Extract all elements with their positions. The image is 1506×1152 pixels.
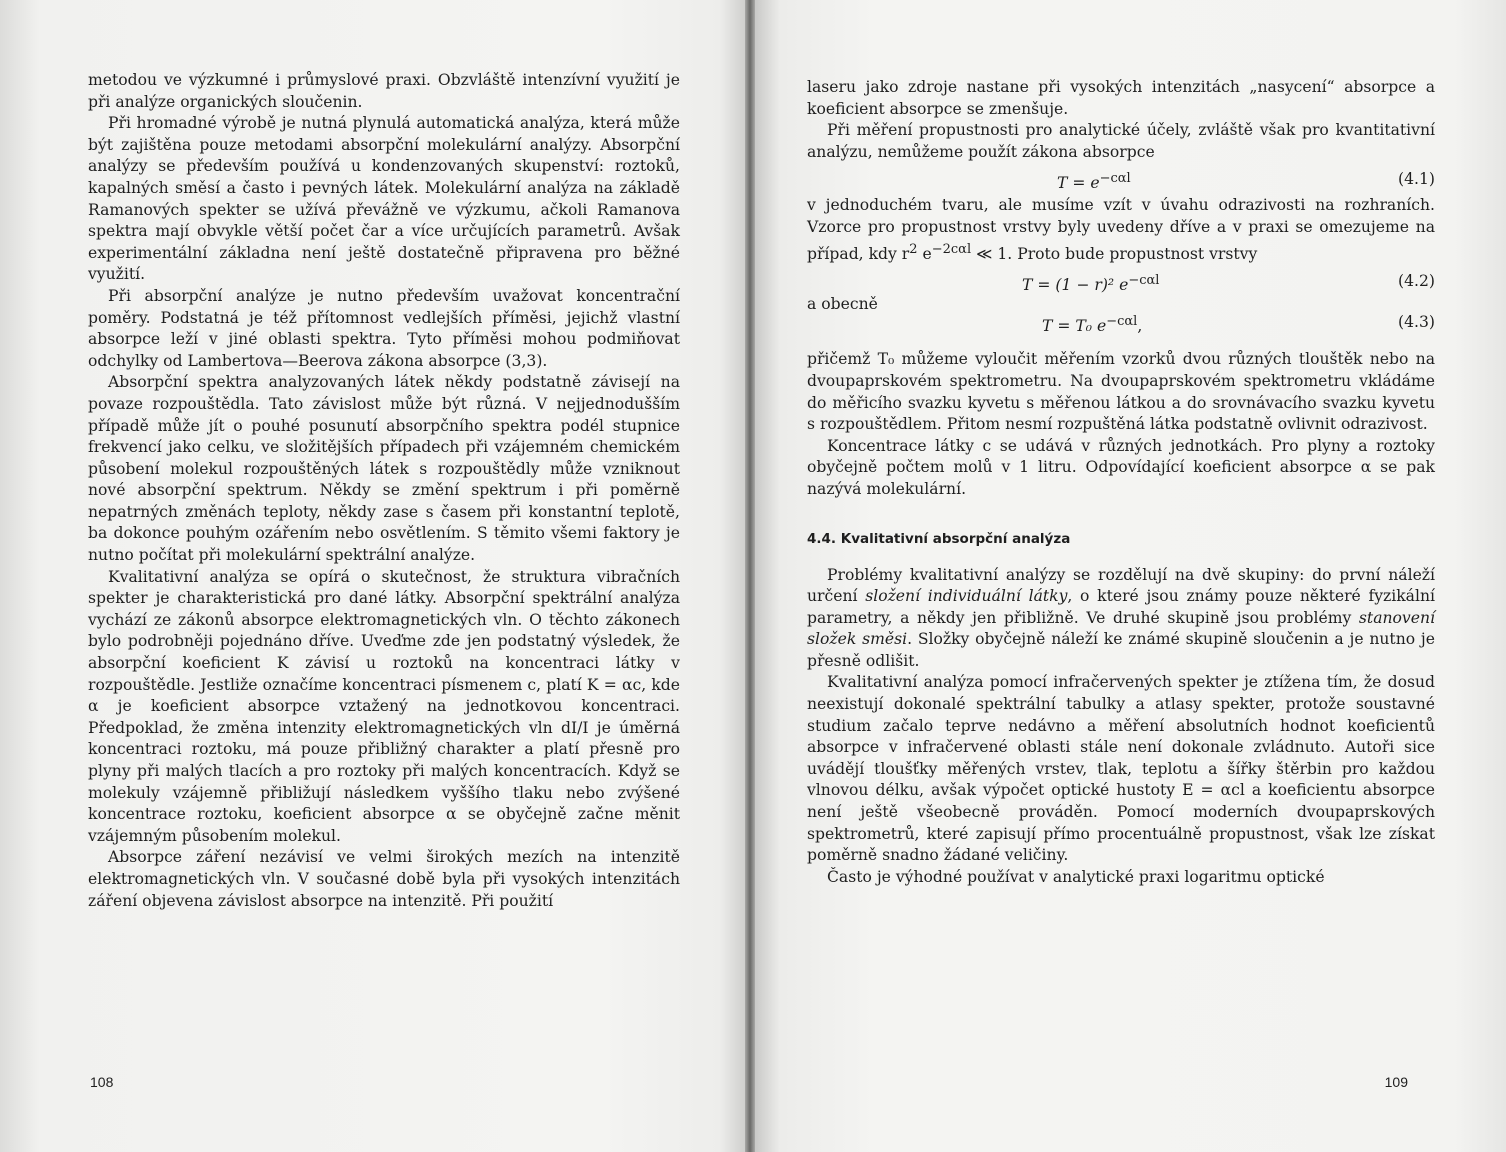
formula-4-2 <box>807 268 1435 294</box>
right-paragraph-6-emphasis-2: stanovení složek směsi <box>807 608 1435 649</box>
formula-4-2-exponent: −cαl <box>1128 273 1160 289</box>
formula-4-3-tail: , <box>1137 317 1143 336</box>
formula-4-1-exponent: −cαl <box>1099 171 1131 187</box>
equation-number-4-1: (4.1) <box>1398 170 1435 189</box>
page-number-left: 108 <box>90 1074 114 1090</box>
formula-4-2-text: T = (1 − r)² e <box>1022 276 1129 295</box>
formula-4-3-exponent: −cαl <box>1106 314 1138 330</box>
right-paragraph-6-emphasis-1: složení individuální látky <box>865 587 1068 606</box>
left-text-column <box>88 70 680 912</box>
left-paragraph-4: Absorpční spektra analyzovaných látek někdy podstatně závisejí na povaze rozpouštědla. Tato závislost může být různá. V nejjednodušším případě může jít o pouhé posunutí absorpčního spektra podél stupnice frekvencí jako celku, ve složitějších případech při vzájemném chemickém působení molekul rozpouštěných látek s rozpouštědly může vzniknout nové absorpční spektrum. Někdy se změní spektrum i při poměrně nepatrných změnách teploty, někdy zase s časem při konstantní teplotě, ba dokonce pouhým ozářením nebo osvětlením. S těmito všemi faktory je nutno počítat při molekulární spektrální analýze. <box>88 373 680 565</box>
and-generally-label: a obecně <box>807 295 878 314</box>
right-paragraph-6 <box>807 565 1435 673</box>
right-paragraph-3-part-b: e <box>917 244 932 263</box>
formula-4-3 <box>807 297 1435 335</box>
formula-4-3-text: T = T₀ e <box>1042 317 1107 336</box>
section-heading-4-4: 4.4. Kvalitativní absorpční analýza <box>807 530 1071 547</box>
right-paragraph-6-part-b: , o které jsou známy pouze některé fyzikální parametry, a někdy jen přibližně. Ve druhé skupině jsou problémy <box>807 587 1435 627</box>
right-paragraph-3 <box>807 195 1435 265</box>
book-gutter <box>745 0 755 1152</box>
right-paragraph-8: Často je výhodné používat v analytické praxi logaritmu optické <box>827 867 1325 886</box>
left-page <box>0 0 745 1152</box>
right-paragraph-7: Kvalitativní analýza pomocí infračervených spekter je ztížena tím, že dosud neexistují dokonalé spektrální tabulky a atlasy spekter, protože soustavné studium začalo teprve nedávno a měření absolutních hodnot koeficientů absorpce v infračervené oblasti stále není dokonale zvládnuto. Autoři sice uvádějí tloušťky měřených vrstev, tlak, teplotu a šířky štěrbin pro každou vlnovou délku, avšak výpočet optické hustoty E = αcl a koeficientu absorpce není ještě všeobecně prováděn. Pomocí moderních dvoupaprskových spektrometrů, které zapisují přímo procentuálně propustnost, však lze získat poměrně snadno žádané veličiny. <box>807 673 1435 865</box>
right-paragraph-2: Při měření propustnosti pro analytické účely, zvláště však pro kvantitativní analýzu, nemůžeme použít zákona absorpce <box>807 121 1435 161</box>
right-page <box>755 0 1506 1152</box>
formula-4-1-expression <box>1057 166 1131 196</box>
right-paragraph-3-sup-1: 2 <box>909 241 918 257</box>
page-number-right: 109 <box>1384 1074 1408 1090</box>
left-paragraph-1: metodou ve výzkumné i průmyslové praxi. Obzvláště intenzívní využití je při analýze organických sloučenin. <box>88 71 680 111</box>
right-paragraph-4: přičemž T₀ můžeme vyloučit měřením vzorků dvou různých tlouštěk nebo na dvoupaprskovém spektrometru. Na dvoupaprskovém spektrometru vkládáme do měřicího svazku kyvetu s měřenou látkou a do srovnávacího svazku kyvetu s rozpouštědlem. Přitom nesmí rozpuštěná látka podstatně ovlivnit odrazivost. <box>807 350 1435 434</box>
formula-4-3-expression <box>1042 309 1142 339</box>
right-paragraph-5: Koncentrace látky c se udává v různých jednotkách. Pro plyny a roztoky obyčejně počtem molů v 1 litru. Odpovídající koeficient absorpce α se pak nazývá molekulární. <box>807 436 1435 498</box>
right-paragraph-3-part-c: ≪ 1. Proto bude propustnost vrstvy <box>971 244 1258 263</box>
left-paragraph-6: Absorpce záření nezávisí ve velmi širokých mezích na intenzitě elektromagnetických vln. V současné době byla při vysokých intenzitách záření objevena závislost absorpce na intenzitě. Při použití <box>88 848 680 910</box>
left-paragraph-3: Při absorpční analýze je nutno především uvažovat koncentrační poměry. Podstatná je též přítomnost vedlejších příměsi, jejichž vlastní absorpce leží v jiné oblasti spektra. Tyto příměsi mohou podmiňovat odchylky od Lambertova—Beerova zákona absorpce (3,3). <box>88 286 680 370</box>
formula-4-2-expression <box>1022 268 1159 298</box>
equation-number-4-3: (4.3) <box>1398 313 1435 332</box>
left-paragraph-2: Při hromadné výrobě je nutná plynulá automatická analýza, která může být zajištěna pouze metodami absorpční molekulární analýzy. Absorpční analýzy se především používá u kondenzovaných skupenství: roztoků, kapalných směsí a často i pevných látek. Molekulární analýza na základě Ramanových spekter se užívá převážně ve výzkumu, ačkoli Ramanova spektra mají obvykle větší počet čar a více určujících parametrů. Avšak experimentální základna není ještě dostatečně připravena pro běžné využití. <box>88 114 680 284</box>
left-paragraph-5: Kvalitativní analýza se opírá o skutečnost, že struktura vibračních spekter je charakteristická pro dané látky. Absorpční spektrální analýza vychází ze zákonů absorpce elektromagnetických vln. O těchto zákonech bylo podrobněji pojednáno dříve. Uveďme zde jen podstatný výsledek, že absorpční koeficient K závisí u roztoků na koncentraci látky v rozpouštědle. Jestliže označíme koncentraci písmenem c, platí K = αc, kde α je koeficient absorpce vztažený na jednotkovou koncentraci. Předpoklad, že změna intenzity elektromagnetických vln dI/I je úměrná koncentraci roztoku, má pouze přibližný charakter a platí přesně pro plyny při malých tlacích a pro roztoky při malých koncentracích. Když se molekuly vzájemně přibližují následkem vyššího tlaku nebo zvýšené koncentrace roztoku, koeficient absorpce α se obyčejně začne měnit vzájemným působením molekul. <box>88 567 680 845</box>
right-paragraph-6-part-a: Problémy kvalitativní analýzy se rozdělují na dvě skupiny: do první náleží určení <box>807 565 1435 606</box>
formula-4-1 <box>807 166 1435 192</box>
equation-number-4-2: (4.2) <box>1398 272 1435 291</box>
right-paragraph-3-sup-2: −2cαl <box>931 241 972 257</box>
right-paragraph-3-part-a: v jednoduchém tvaru, ale musíme vzít v úvahu odrazivosti na rozhraních. Vzorce pro propustnost vrstvy byly uvedeny dříve a v praxi se omezujeme na případ, kdy r <box>807 196 1435 263</box>
right-paragraph-1: laseru jako zdroje nastane při vysokých intenzitách „nasycení“ absorpce a koeficient absorpce se zmenšuje. <box>807 78 1435 118</box>
right-paragraph-6-part-c: . Složky obyčejně náleží ke známé skupině sloučenin a je nutno je přesně odlišit. <box>807 630 1435 670</box>
right-text-column <box>807 77 1435 888</box>
formula-4-1-text: T = e <box>1057 174 1100 193</box>
